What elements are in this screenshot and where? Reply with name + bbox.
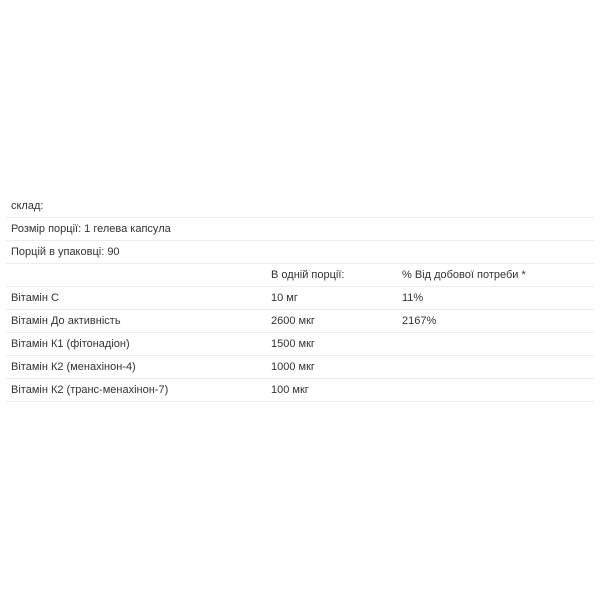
nutrient-amount: 1000 мкг [266, 356, 397, 379]
nutrient-amount: 1500 мкг [266, 333, 397, 356]
table-row [6, 310, 594, 333]
servings-per-container-label: Порцій в упаковці: 90 [6, 241, 594, 264]
column-header-amount: В одній порції: [266, 264, 397, 287]
nutrient-daily-value [397, 333, 594, 356]
column-header-row [6, 264, 594, 287]
nutrient-name: Вітамін До активність [6, 310, 266, 333]
nutrient-name: Вітамін C [6, 287, 266, 310]
nutrient-name: Вітамін К2 (транс-менахінон-7) [6, 379, 266, 402]
serving-size-row [6, 218, 594, 241]
supplement-facts-table [6, 195, 594, 402]
nutrient-name: Вітамін К1 (фітонадіон) [6, 333, 266, 356]
nutrient-amount: 2600 мкг [266, 310, 397, 333]
column-header-name [6, 264, 266, 287]
nutrient-amount: 100 мкг [266, 379, 397, 402]
nutrient-daily-value: 2167% [397, 310, 594, 333]
servings-per-container-row [6, 241, 594, 264]
serving-size-label: Розмір порції: 1 гелева капсула [6, 218, 594, 241]
table-row [6, 333, 594, 356]
nutrient-daily-value [397, 356, 594, 379]
nutrient-daily-value: 11% [397, 287, 594, 310]
nutrient-name: Вітамін К2 (менахінон-4) [6, 356, 266, 379]
nutrient-amount: 10 мг [266, 287, 397, 310]
composition-row [6, 195, 594, 218]
nutrient-daily-value [397, 379, 594, 402]
table-row [6, 356, 594, 379]
composition-label: склад: [11, 200, 44, 212]
table-row [6, 287, 594, 310]
table-row [6, 379, 594, 402]
column-header-daily-value: % Від добової потреби * [397, 264, 594, 287]
